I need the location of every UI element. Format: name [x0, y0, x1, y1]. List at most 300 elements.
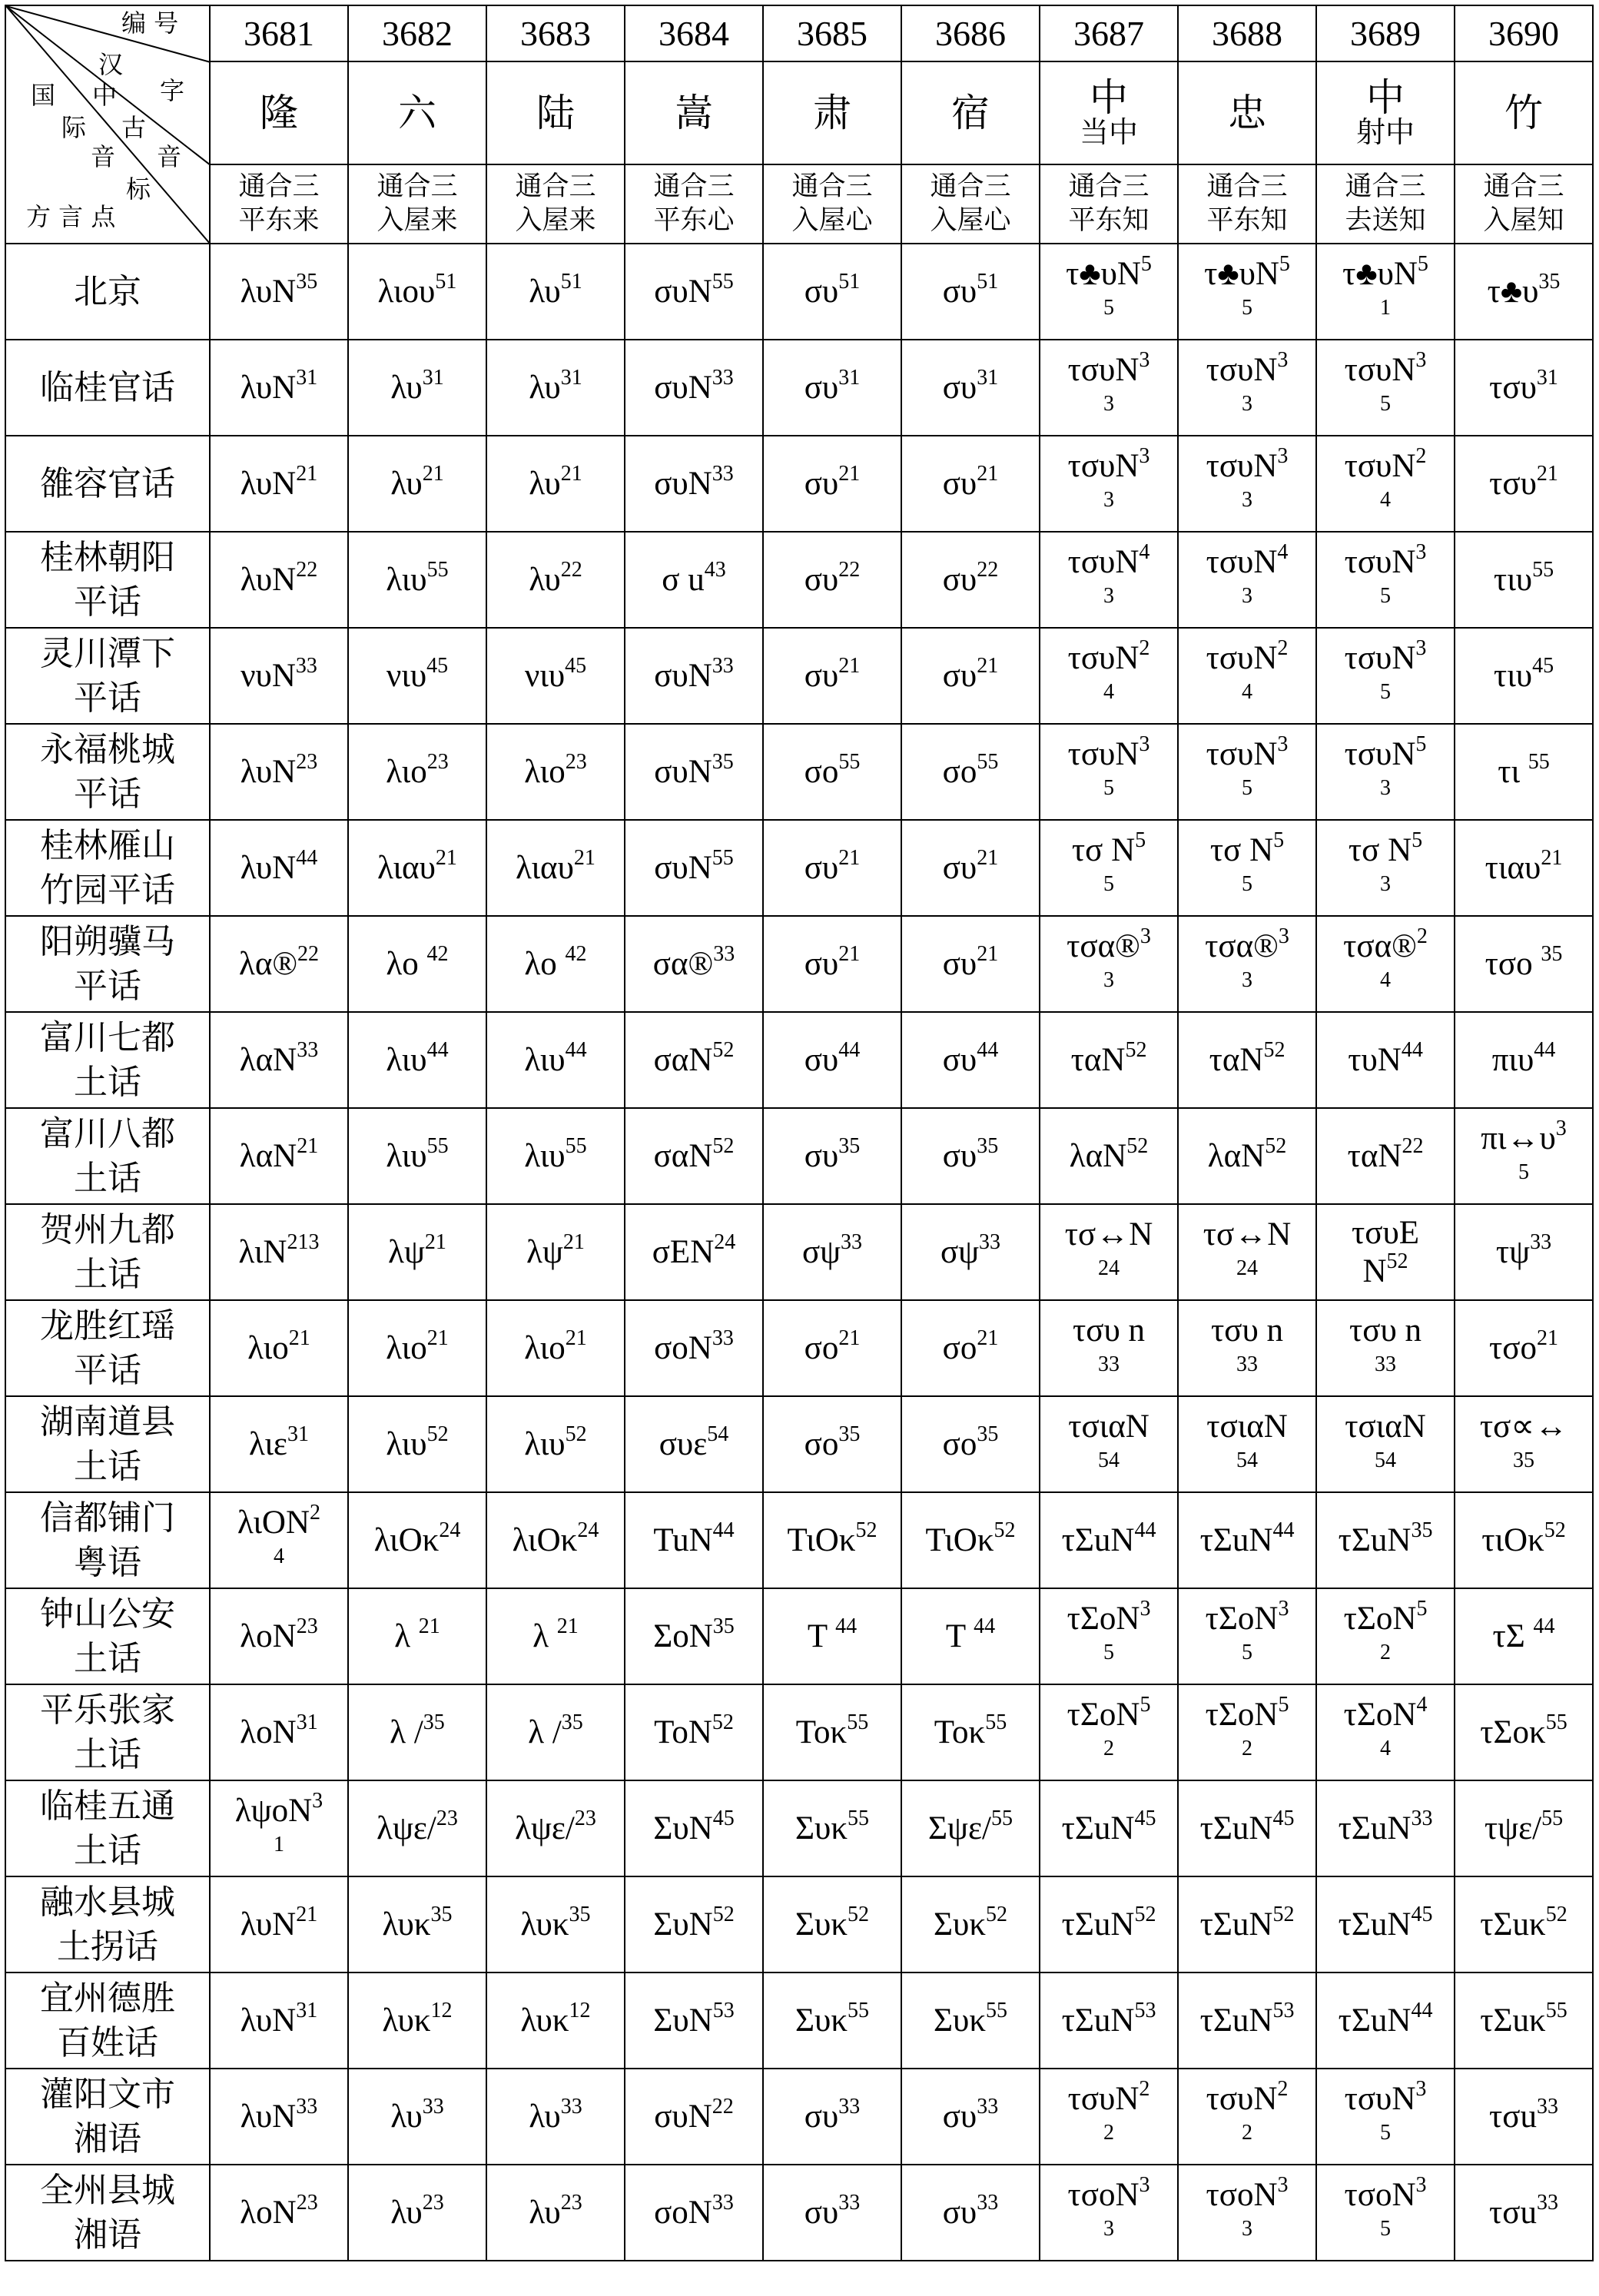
tone-superscript: 2: [1277, 2076, 1289, 2101]
transcription-line: [625, 1518, 762, 1559]
transcription-line: [1179, 1133, 1315, 1175]
transcription-cell: [763, 2165, 901, 2261]
transcription-cell: [625, 1876, 763, 1973]
transcription-text: τσυN: [1344, 543, 1416, 580]
tone-superscript: 53: [1134, 1998, 1156, 2022]
transcription-cell: [348, 724, 486, 820]
transcription-cell: [210, 1684, 348, 1780]
tone-superscript: 51: [435, 269, 457, 294]
transcription-text: συ: [804, 1137, 839, 1174]
transcription-text: τσυN: [1067, 2080, 1140, 2117]
transcription-cell: [763, 2069, 901, 2165]
transcription-cell: [1455, 1492, 1593, 1588]
transcription-cell: [901, 1973, 1040, 2069]
tone-superscript: 5: [1416, 1596, 1428, 1621]
transcription-cell: [486, 1684, 625, 1780]
transcription-cell: [1178, 532, 1316, 628]
transcription-cell: [486, 1876, 625, 1973]
transcription-cell: [210, 2165, 348, 2261]
transcription-cell: [901, 1012, 1040, 1108]
corner-label-guo: 国: [31, 81, 56, 110]
tone-subscript: 3: [1242, 584, 1252, 609]
transcription-cell: [210, 532, 348, 628]
column-number: 3685: [763, 5, 901, 61]
transcription-cell: [901, 1108, 1040, 1204]
dialect-site-name: 钟山公安: [40, 1594, 175, 1634]
tone-superscript: 52: [1272, 1902, 1295, 1926]
dialect-site-name: 临桂五通: [40, 1787, 175, 1827]
transcription-text: συ: [804, 369, 839, 406]
tone-superscript: 33: [422, 2094, 444, 2118]
dialect-site-cell: [5, 1876, 210, 1973]
transcription-line: [1455, 941, 1592, 983]
tone-subscript: 5: [1380, 584, 1391, 609]
transcription-line: [1179, 1596, 1315, 1637]
transcription-cell: [625, 340, 763, 436]
transcription-cell: [625, 532, 763, 628]
tone-superscript: 33: [712, 1326, 734, 1350]
transcription-text: Συκ: [795, 1810, 848, 1846]
tone-superscript: 35: [561, 1710, 583, 1734]
transcription-line: [1040, 251, 1177, 293]
header-row-numbers: [5, 5, 1593, 61]
transcription-cell: [1178, 1588, 1316, 1684]
tone-superscript: 22: [712, 2094, 734, 2118]
transcription-cell: [763, 820, 901, 916]
transcription-cell: [1316, 532, 1455, 628]
transcription-line: [902, 845, 1039, 887]
tone-superscript: 33: [977, 2094, 999, 2118]
transcription-cell: [763, 1973, 901, 2069]
transcription-cell: [348, 1780, 486, 1876]
transcription-text: τσ∝↔: [1479, 1408, 1568, 1445]
transcription-line: [487, 1902, 624, 1943]
transcription-text: τσυN: [1206, 735, 1278, 772]
transcription-text: λυ: [529, 561, 561, 598]
transcription-line: [625, 1326, 762, 1367]
transcription-cell: [1040, 1973, 1178, 2069]
transcription-text: τσ N: [1071, 831, 1136, 868]
transcription-line: [1179, 1037, 1315, 1079]
transcription-cell: [1178, 1108, 1316, 1204]
tone-subscript: 54: [1098, 1448, 1120, 1473]
transcription-cell: [625, 1780, 763, 1876]
tone-superscript: 23: [296, 2190, 318, 2215]
transcription-line: [1455, 269, 1592, 310]
transcription-cell: [486, 1588, 625, 1684]
tone-subscript: 3: [1242, 968, 1252, 993]
transcription-text: τΣuN: [1338, 1810, 1412, 1846]
transcription-line: [902, 2190, 1039, 2231]
tone-superscript: 52: [855, 1518, 877, 1542]
tone-superscript: 33: [841, 1229, 863, 1254]
tone-superscript: 2: [1139, 635, 1150, 660]
transcription-line: [764, 1614, 901, 1655]
tone-superscript: 35: [423, 1710, 445, 1734]
transcription-text: σψ: [801, 1233, 841, 1270]
transcription-line: [625, 1133, 762, 1175]
column-character: [486, 61, 625, 164]
tone-subscript: 35: [1513, 1448, 1534, 1473]
transcription-text: λψoN: [234, 1792, 313, 1829]
transcription-cell: [1455, 244, 1593, 340]
transcription-line: [764, 365, 901, 406]
tone-subscript: 5: [1103, 776, 1114, 801]
tone-superscript: 21: [435, 845, 457, 870]
dialect-site-cell: [5, 1204, 210, 1300]
transcription-cell: [210, 1012, 348, 1108]
transcription-cell: [348, 244, 486, 340]
transcription-text: συ: [804, 657, 839, 694]
transcription-line: [1179, 443, 1315, 485]
tone-subscript: 33: [1236, 1352, 1258, 1377]
tone-superscript: 33: [712, 365, 734, 390]
tone-superscript: 35: [296, 269, 318, 294]
transcription-text: λυN: [240, 369, 297, 406]
transcription-text: λψε/: [377, 1810, 436, 1846]
transcription-line: [1455, 1998, 1592, 2039]
transcription-line: [764, 1902, 901, 1943]
transcription-line: [625, 1229, 762, 1271]
transcription-cell: [625, 1012, 763, 1108]
transcription-text: λιON: [237, 1504, 310, 1541]
transcription-line: [487, 1614, 624, 1655]
dialect-site-name: 百姓话: [57, 2022, 158, 2062]
transcription-text: τιυ: [1493, 657, 1533, 694]
transcription-cell: [1178, 2069, 1316, 2165]
transcription-text: συ: [942, 1137, 977, 1174]
dialect-site-name: 龙胜红瑶: [40, 1306, 175, 1346]
dialect-site-name: 富川八都: [40, 1114, 175, 1154]
transcription-cell: [1040, 724, 1178, 820]
dialect-site-name: 北京: [74, 271, 141, 311]
transcription-cell: [1316, 1876, 1455, 1973]
transcription-line: [1179, 1408, 1315, 1445]
transcription-line: [211, 1037, 347, 1079]
transcription-text: συ: [804, 465, 839, 502]
transcription-text: τΣuN: [1338, 2002, 1412, 2039]
tone-subscript: 3: [1242, 392, 1252, 416]
transcription-line: [1179, 1312, 1315, 1349]
transcription-line: [1455, 1518, 1592, 1559]
column-middle-chinese: [901, 164, 1040, 244]
column-number: 3686: [901, 5, 1040, 61]
tone-superscript: 3: [1139, 443, 1150, 468]
transcription-cell: [1178, 1492, 1316, 1588]
transcription-text: λυ: [529, 273, 561, 310]
transcription-cell: [901, 820, 1040, 916]
transcription-text: τσυ: [1489, 465, 1537, 502]
transcription-text: T: [807, 1617, 836, 1654]
transcription-line: [211, 1788, 347, 1830]
tone-subscript: 2: [1242, 1737, 1252, 1761]
transcription-cell: [1178, 2165, 1316, 2261]
transcription-cell: [763, 1588, 901, 1684]
transcription-text: λιυ: [524, 1425, 566, 1462]
table-row: [5, 1684, 1593, 1780]
transcription-text: λαN: [1207, 1137, 1266, 1174]
tone-superscript: 31: [296, 1998, 318, 2022]
transcription-line: [1040, 443, 1177, 485]
tone-superscript: 55: [1545, 1710, 1567, 1734]
transcription-line: [902, 1037, 1039, 1079]
transcription-text: τΣ: [1492, 1617, 1534, 1654]
transcription-text: σο: [804, 753, 839, 790]
column-middle-chinese: [1040, 164, 1178, 244]
transcription-line: [625, 1710, 762, 1751]
transcription-line: [625, 1998, 762, 2039]
transcription-line: [1317, 1998, 1454, 2039]
transcription-text: τσυ n: [1349, 1312, 1422, 1349]
transcription-text: σο: [804, 1329, 839, 1366]
transcription-text: τσu: [1489, 2194, 1537, 2231]
dialect-site-name: 富川七都: [40, 1018, 175, 1058]
tone-superscript: 3: [1415, 2076, 1427, 2101]
transcription-cell: [901, 1300, 1040, 1396]
transcription-text: T: [945, 1617, 974, 1654]
tone-subscript: 4: [274, 1544, 284, 1569]
transcription-cell: [348, 2069, 486, 2165]
tone-superscript: 55: [565, 1133, 587, 1158]
transcription-line: [1455, 1902, 1592, 1943]
transcription-line: [1317, 1214, 1454, 1252]
tone-subscript: 5: [1242, 1641, 1252, 1665]
transcription-line: [1040, 1037, 1177, 1079]
column-number: 3683: [486, 5, 625, 61]
transcription-cell: [486, 2165, 625, 2261]
dialect-site-cell: [5, 1973, 210, 2069]
transcription-cell: [1455, 1684, 1593, 1780]
transcription-line: [1317, 1692, 1454, 1734]
tone-superscript: 35: [569, 1902, 591, 1926]
dialect-site-name: 土话: [74, 1158, 141, 1198]
transcription-line: [764, 557, 901, 599]
tone-superscript: 44: [977, 1037, 999, 1062]
transcription-text: τΣuN: [1338, 1521, 1412, 1558]
transcription-text: λυN: [240, 753, 297, 790]
transcription-text: συ: [804, 273, 839, 310]
tone-superscript: 55: [1541, 1806, 1564, 1830]
column-middle-chinese: [348, 164, 486, 244]
transcription-line: [625, 365, 762, 406]
dialect-site-name: 平话: [74, 966, 141, 1006]
tone-superscript: 52: [712, 1710, 734, 1734]
transcription-text: λψε/: [515, 1810, 575, 1846]
transcription-cell: [625, 1973, 763, 2069]
tone-subscript: 5: [1242, 776, 1252, 801]
transcription-cell: [486, 1492, 625, 1588]
transcription-line: [902, 1326, 1039, 1367]
tone-superscript: 55: [426, 1133, 449, 1158]
transcription-text: τσυN: [1344, 447, 1416, 484]
tone-superscript: 45: [1411, 1902, 1433, 1926]
tone-superscript: 44: [1272, 1518, 1295, 1542]
transcription-cell: [486, 436, 625, 532]
transcription-text: λ /: [390, 1714, 423, 1750]
transcription-text: τ♣υN: [1342, 255, 1418, 292]
transcription-line: [349, 1518, 486, 1559]
transcription-cell: [348, 1012, 486, 1108]
table-body: [5, 244, 1593, 2261]
tone-superscript: 12: [569, 1998, 591, 2022]
dialect-site-name: 竹园平话: [40, 870, 175, 910]
transcription-line: [211, 1902, 347, 1943]
column-number: 3688: [1178, 5, 1316, 61]
tone-superscript: 2: [1277, 635, 1289, 660]
tone-subscript: 3: [1242, 488, 1252, 513]
transcription-text: ToN: [654, 1714, 712, 1750]
character-glyph: 中: [1366, 75, 1405, 120]
tone-superscript: 52: [426, 1422, 449, 1446]
corner-label-han: 汉: [98, 50, 124, 79]
transcription-text: συ: [942, 657, 977, 694]
transcription-text: τΣuκ: [1480, 2002, 1546, 2039]
transcription-text: λιο: [524, 1329, 566, 1366]
tone-subscript: 4: [1380, 1737, 1391, 1761]
transcription-cell: [1455, 1204, 1593, 1300]
dialect-site-name: 粤语: [74, 1542, 141, 1582]
middle-chinese-line: 入屋心: [791, 204, 873, 236]
dialect-site-name: 湘语: [74, 2215, 141, 2255]
tone-subscript: 5: [1103, 872, 1114, 897]
transcription-cell: [1040, 628, 1178, 724]
table-row: [5, 628, 1593, 724]
table-row: [5, 1588, 1593, 1684]
transcription-line: [349, 1710, 486, 1751]
header-row-phonology: [5, 164, 1593, 244]
transcription-cell: [1316, 436, 1455, 532]
dialect-site-name: 信都铺门: [40, 1498, 175, 1538]
character-gloss: 当中: [1079, 115, 1138, 150]
transcription-line: [625, 461, 762, 503]
transcription-text: σο: [942, 1329, 977, 1366]
transcription-text: σο: [804, 1425, 839, 1462]
dialect-site-cell: [5, 436, 210, 532]
transcription-line: [1317, 2076, 1454, 2118]
tone-superscript: 3: [1140, 924, 1151, 948]
tone-superscript: 54: [707, 1422, 729, 1446]
transcription-text: λιου: [377, 273, 436, 310]
transcription-text: λ /: [528, 1714, 562, 1750]
tone-subscript: 5: [1380, 392, 1391, 416]
tone-superscript: 55: [847, 1710, 869, 1734]
transcription-cell: [1455, 1012, 1593, 1108]
column-character: [1455, 61, 1593, 164]
column-number: 3689: [1316, 5, 1455, 61]
middle-chinese-line: 平东知: [1206, 204, 1288, 236]
middle-chinese-line: 通合三: [791, 171, 873, 202]
transcription-text: τσ N: [1209, 831, 1274, 868]
transcription-cell: [901, 628, 1040, 724]
transcription-text: τΣuN: [1061, 1906, 1135, 1943]
transcription-line: [1179, 1998, 1315, 2039]
transcription-cell: [763, 532, 901, 628]
transcription-cell: [210, 1492, 348, 1588]
transcription-line: [211, 1229, 347, 1271]
transcription-line: [625, 269, 762, 310]
transcription-text: λυκ: [382, 2002, 431, 2039]
transcription-text: λ: [532, 1617, 557, 1654]
transcription-cell: [625, 1492, 763, 1588]
transcription-line: [625, 1614, 762, 1655]
tone-subscript: 3: [1242, 2217, 1252, 2241]
transcription-text: λαN: [1069, 1137, 1127, 1174]
transcription-cell: [1040, 1204, 1178, 1300]
transcription-line: [211, 1326, 347, 1367]
transcription-line: [349, 1422, 486, 1463]
tone-superscript: 44: [1533, 1614, 1555, 1638]
dialect-site-cell: [5, 1780, 210, 1876]
tone-superscript: 55: [848, 1806, 869, 1830]
transcription-cell: [486, 1300, 625, 1396]
transcription-line: [1040, 1596, 1177, 1637]
transcription-cell: [1040, 1012, 1178, 1108]
dialect-site-name: 全州县城: [40, 2171, 175, 2211]
transcription-line: [1040, 1133, 1177, 1175]
character-glyph: 六: [398, 90, 436, 135]
transcription-text: τσυN: [1067, 447, 1140, 484]
dialect-site-name: 临桂官话: [40, 367, 175, 407]
transcription-line: [487, 1422, 624, 1463]
transcription-line: [902, 1614, 1039, 1655]
transcription-text: λυ: [529, 2194, 561, 2231]
transcription-text: τΣuN: [1199, 1906, 1273, 1943]
transcription-text: τιαυ: [1485, 849, 1541, 886]
tone-superscript: 23: [436, 1806, 458, 1830]
transcription-cell: [1455, 2069, 1593, 2165]
transcription-line: [1455, 1710, 1592, 1751]
middle-chinese-line: 通合三: [1483, 171, 1564, 202]
tone-superscript: 5: [1412, 828, 1423, 852]
transcription-cell: [1316, 340, 1455, 436]
tone-superscript: 3: [1139, 2172, 1150, 2197]
dialect-site-name: 融水县城: [40, 1883, 175, 1923]
header-row-characters: [5, 61, 1593, 164]
tone-superscript: 21: [562, 1229, 585, 1254]
dialect-site-cell: [5, 1396, 210, 1492]
transcription-cell: [1178, 628, 1316, 724]
tone-superscript: 2: [1415, 443, 1427, 468]
transcription-cell: [1316, 820, 1455, 916]
transcription-text: λυκ: [520, 2002, 569, 2039]
tone-superscript: 2: [1416, 924, 1428, 948]
tone-superscript: 52: [712, 1133, 735, 1158]
dialect-site-name: 宜州德胜: [40, 1979, 175, 2019]
transcription-line: [1455, 1116, 1592, 1157]
tone-superscript: 31: [1536, 365, 1558, 390]
dialect-site-name: 平话: [74, 774, 141, 814]
transcription-cell: [486, 820, 625, 916]
tone-superscript: 21: [838, 653, 861, 678]
corner-label-biao: 标: [126, 174, 151, 204]
transcription-line: [1179, 924, 1315, 965]
transcription-line: [349, 1614, 486, 1655]
tone-superscript: 45: [565, 653, 587, 678]
transcription-cell: [210, 724, 348, 820]
transcription-text: λιε: [249, 1425, 287, 1462]
transcription-line: [349, 1037, 486, 1079]
tone-superscript: 23: [296, 1614, 318, 1638]
tone-subscript: 5: [1242, 296, 1252, 320]
tone-superscript: 33: [838, 2094, 861, 2118]
transcription-line: [487, 557, 624, 599]
middle-chinese-line: 通合三: [653, 171, 735, 202]
transcription-text: τσ↔N: [1203, 1216, 1292, 1253]
transcription-cell: [210, 1204, 348, 1300]
transcription-line: [625, 1422, 762, 1463]
transcription-cell: [763, 340, 901, 436]
transcription-cell: [1455, 628, 1593, 724]
